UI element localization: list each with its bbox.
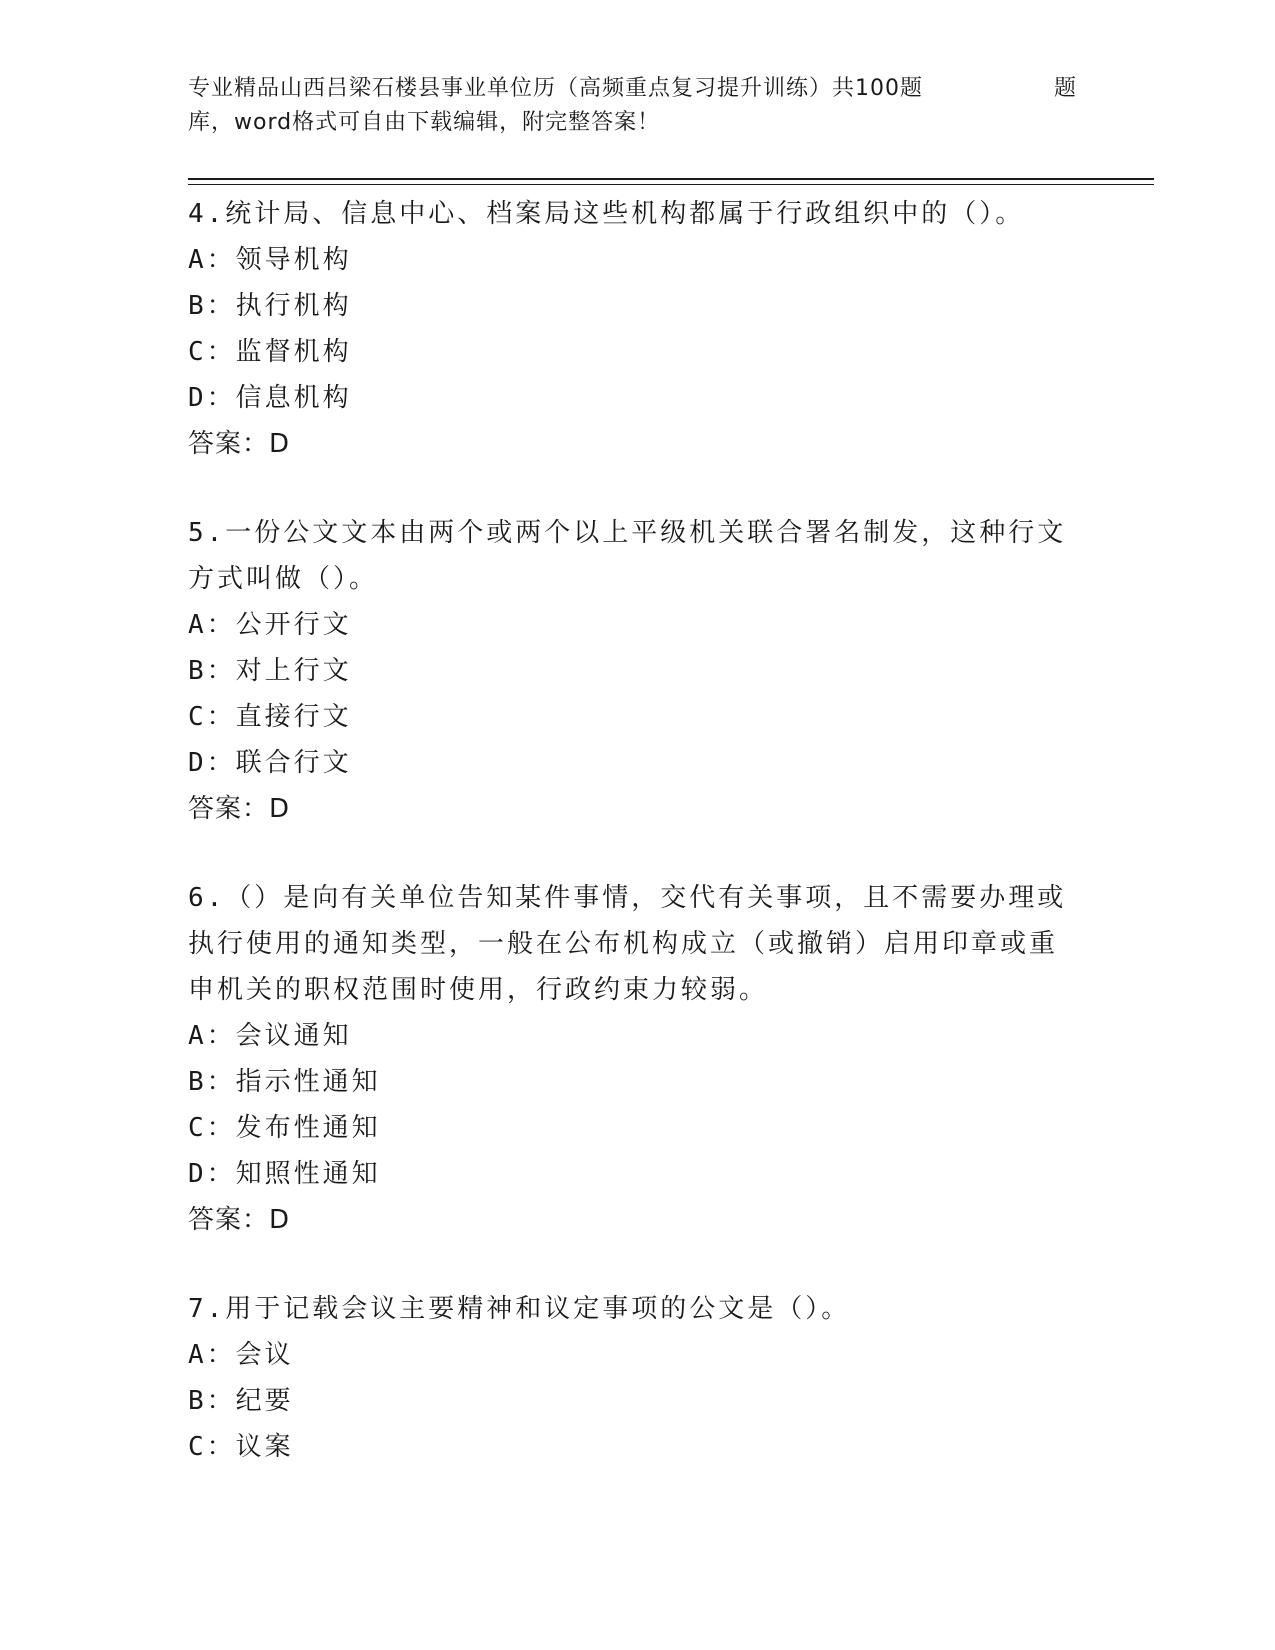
option-a: A：公开行文 (188, 610, 352, 640)
option-d: D：知照性通知 (188, 1159, 381, 1189)
question-stem: 6.（）是向有关单位告知某件事情，交代有关事项，且不需要办理或 执行使用的通知类型，一般在公布机构成立（或撤销）启用印章或重 申机关的职权范围时使用，行政约束力较弱。 (188, 883, 1067, 1005)
option-b: B：指示性通知 (188, 1067, 381, 1097)
option-a: A：领导机构 (188, 245, 352, 275)
question-6 (188, 875, 1068, 1243)
header-divider-thin (188, 184, 1154, 185)
option-a: A：会议通知 (188, 1021, 352, 1051)
option-b: B：对上行文 (188, 656, 352, 686)
document-header (188, 72, 1088, 140)
option-c: C：监督机构 (188, 337, 352, 367)
question-gap (188, 467, 1068, 510)
option-a: A：会议 (188, 1340, 294, 1370)
option-c: C：直接行文 (188, 702, 352, 732)
header-line-2: 库，word格式可自由下载编辑，附完整答案！ (188, 110, 661, 135)
option-c: C：议案 (188, 1432, 294, 1462)
header-title-text: 专业精品山西吕梁石楼县事业单位历（高频重点复习提升训练）共100题 (188, 76, 923, 101)
option-d: D：联合行文 (188, 748, 352, 778)
answer: 答案：D (188, 794, 291, 824)
question-gap (188, 832, 1068, 875)
question-gap (188, 1243, 1068, 1286)
question-7 (188, 1286, 1068, 1470)
header-line-1 (188, 72, 1088, 106)
answer: 答案：D (188, 1205, 291, 1235)
question-5 (188, 510, 1068, 832)
question-stem: 5.一份公文文本由两个或两个以上平级机关联合署名制发，这种行文 方式叫做（）。 (188, 518, 1067, 594)
header-right-text: 题 (1054, 76, 1078, 101)
question-stem: 4.统计局、信息中心、档案局这些机构都属于行政组织中的（）。 (188, 199, 1025, 229)
option-b: B：纪要 (188, 1386, 294, 1416)
header-divider-thick (188, 178, 1154, 180)
question-4 (188, 191, 1068, 467)
option-d: D：信息机构 (188, 383, 352, 413)
answer: 答案：D (188, 429, 291, 459)
option-b: B：执行机构 (188, 291, 352, 321)
option-c: C：发布性通知 (188, 1113, 381, 1143)
question-stem: 7.用于记载会议主要精神和议定事项的公文是（）。 (188, 1294, 851, 1324)
question-list (188, 191, 1068, 1470)
